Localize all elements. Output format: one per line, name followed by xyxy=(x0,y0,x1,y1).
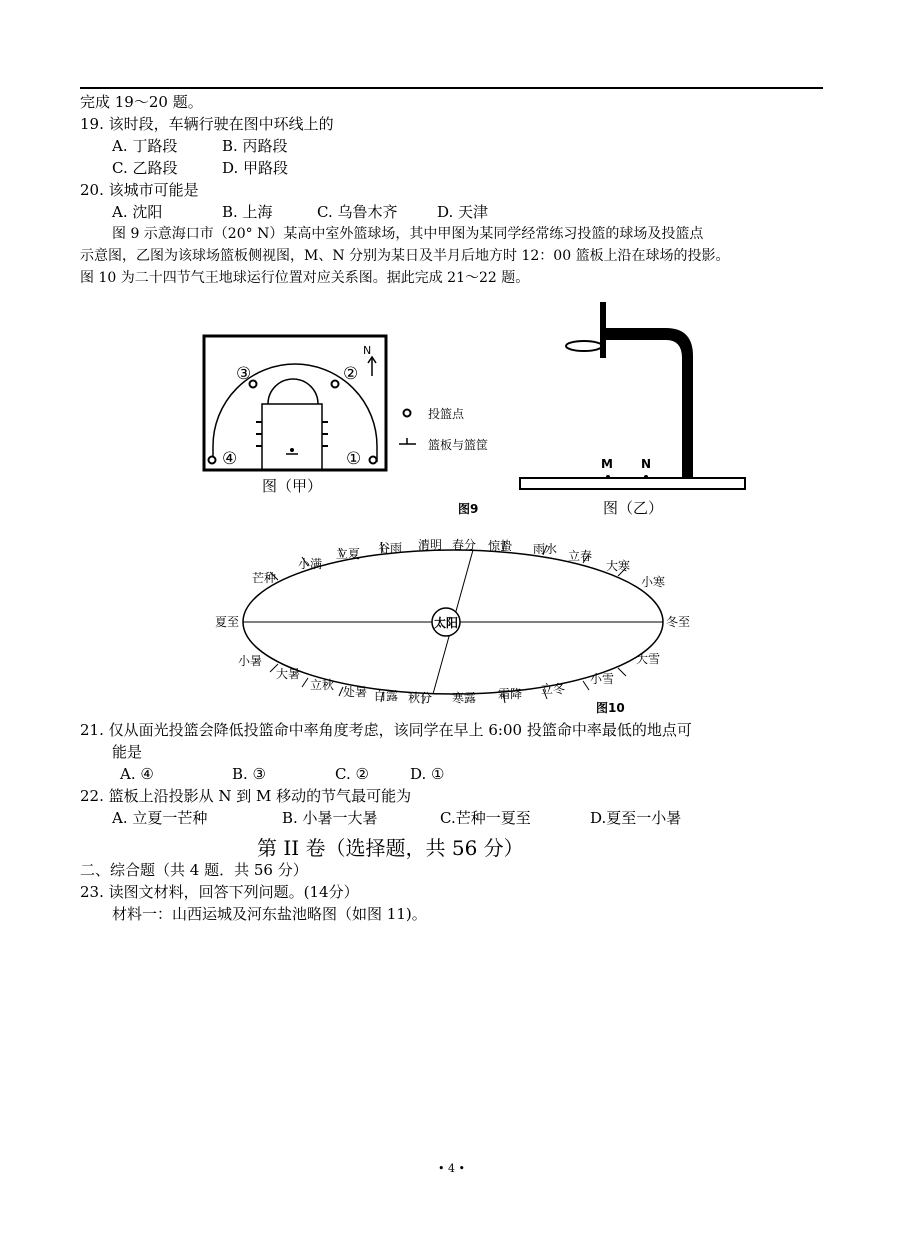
top-rule xyxy=(80,87,823,89)
fig10-label: 图10 xyxy=(596,701,625,715)
q19-option-d: D. 甲路段 xyxy=(222,159,289,177)
fig9-label: 图9 xyxy=(458,502,479,516)
hoop xyxy=(566,341,602,351)
q22-option-c: C.芒种一夏至 xyxy=(440,809,531,827)
q20-stem: 20. 该城市可能是 xyxy=(80,181,199,199)
term-bailu: 白露 xyxy=(374,689,399,703)
shot-point-4 xyxy=(209,457,216,464)
q22-option-a: A. 立夏一芒种 xyxy=(112,809,208,827)
north-label: N xyxy=(363,344,372,357)
legend-point-icon xyxy=(404,410,411,417)
q21-option-a: A. ④ xyxy=(120,765,154,783)
label-point-4: ④ xyxy=(222,449,238,469)
term-dashu: 大暑 xyxy=(276,667,301,681)
figure-10 xyxy=(208,530,708,716)
passage-line-3: 图 10 为二十四节气王地球运行位置对应关系图。据此完成 21～22 题。 xyxy=(80,270,530,286)
q23-stem: 23. 读图文材料，回答下列问题。(14分） xyxy=(80,883,359,901)
q22-option-b: B. 小暑一大暑 xyxy=(282,809,378,827)
q21-option-b: B. ③ xyxy=(232,765,267,783)
ground-bar xyxy=(520,478,745,489)
hoop-pole xyxy=(606,328,693,478)
term-xiaoman: 小满 xyxy=(298,557,323,571)
term-lidong: 立冬 xyxy=(541,682,566,696)
term-qiufen: 秋分 xyxy=(408,691,433,705)
term-jingzhe: 惊蛰 xyxy=(488,539,513,553)
q21-stem: 21. 仅从面光投篮会降低投篮命中率角度考虑，该同学在早上 6:00 投篮命中率最低的地点可 xyxy=(80,721,692,739)
label-point-1: ① xyxy=(346,449,362,469)
term-guyu: 谷雨 xyxy=(378,541,403,555)
term-xiaohan: 小寒 xyxy=(641,575,666,589)
label-M: M xyxy=(601,457,613,471)
figure-9 xyxy=(196,296,756,528)
q19-option-a: A. 丁路段 xyxy=(112,137,178,155)
q20-option-b: B. 上海 xyxy=(222,203,273,221)
q22-option-d: D.夏至一小暑 xyxy=(590,809,682,827)
term-xiaoxue: 小雪 xyxy=(590,672,615,686)
q22-stem: 22. 篮板上沿投影从 N 到 M 移动的节气最可能为 xyxy=(80,787,412,805)
material-1: 材料一：山西运城及河东盐池略图（如图 11)。 xyxy=(112,905,427,923)
term-mangzhong: 芒种 xyxy=(252,571,277,585)
legend-point-text: 投篮点 xyxy=(428,407,465,421)
backboard xyxy=(600,302,606,358)
q20-option-d: D. 天津 xyxy=(437,203,489,221)
term-lixia: 立夏 xyxy=(336,547,361,561)
free-throw-arc xyxy=(268,379,318,404)
term-chunfen: 春分 xyxy=(452,538,477,552)
fig9-yi-caption: 图（乙） xyxy=(603,499,664,517)
hoop-mark xyxy=(290,448,294,452)
q21-stem-cont: 能是 xyxy=(112,743,143,761)
key-area xyxy=(262,404,322,470)
q21-option-c: C. ② xyxy=(335,765,369,783)
shot-point-1 xyxy=(370,457,377,464)
term-xiaoshu: 小暑 xyxy=(238,654,263,668)
term-qingming: 清明 xyxy=(418,538,443,552)
label-N: N xyxy=(641,457,652,471)
q19-stem: 19. 该时段，车辆行驶在图中环线上的 xyxy=(80,115,334,133)
q20-option-a: A. 沈阳 xyxy=(112,203,163,221)
lane-marks xyxy=(256,422,328,446)
q20-option-c: C. 乌鲁木齐 xyxy=(317,203,398,221)
part2-heading: 二、综合题（共 4 题．共 56 分） xyxy=(80,861,308,879)
term-daxue: 大雪 xyxy=(636,652,661,666)
term-hanlu: 寒露 xyxy=(452,691,477,705)
point-N xyxy=(644,475,648,479)
term-shuangjiang: 霜降 xyxy=(498,687,523,701)
term-liqiu: 立秋 xyxy=(310,678,335,692)
section-title: 第 II 卷（选择题，共 56 分） xyxy=(257,836,524,860)
passage-line-2: 示意图，乙图为该球场篮板侧视图，M、N 分别为某日及半月后地方时 12：00 篮板上沿在球场的投影。 xyxy=(80,248,730,264)
label-point-3: ③ xyxy=(236,364,252,384)
label-point-2: ② xyxy=(343,364,359,384)
page-number: • 4 • xyxy=(438,1162,465,1175)
point-M xyxy=(606,475,610,479)
term-dahan: 大寒 xyxy=(606,559,631,573)
shot-point-2 xyxy=(332,381,339,388)
term-lichun: 立春 xyxy=(568,549,593,563)
term-xiazhi: 夏至 xyxy=(215,615,240,629)
fig9-jia-caption: 图（甲） xyxy=(262,477,323,495)
sun-label: 太阳 xyxy=(433,616,459,630)
term-dongzhi: 冬至 xyxy=(666,615,691,629)
legend-board-text: 篮板与篮筐 xyxy=(428,438,489,452)
term-yushui: 雨水 xyxy=(533,542,558,556)
q19-option-b: B. 丙路段 xyxy=(222,137,288,155)
q19-option-c: C. 乙路段 xyxy=(112,159,178,177)
q21-option-d: D. ① xyxy=(410,765,445,783)
passage-line-1: 图 9 示意海口市（20° N）某高中室外篮球场，其中甲图为某同学经常练习投篮的球场及投篮点 xyxy=(112,226,704,242)
intro-line: 完成 19～20 题。 xyxy=(80,93,203,111)
term-chushu: 处暑 xyxy=(343,685,368,699)
